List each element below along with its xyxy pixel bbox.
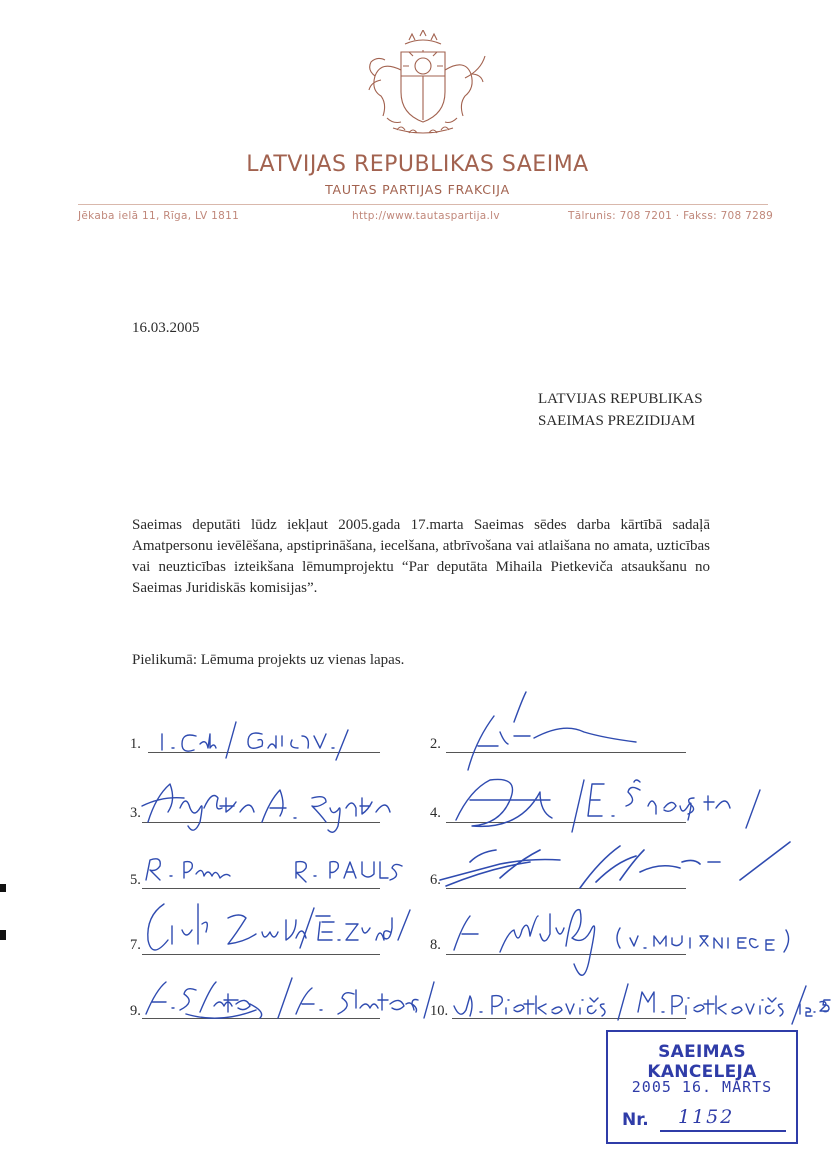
signature-line xyxy=(446,888,686,889)
signature-line xyxy=(142,1018,380,1019)
stamp-number-label: Nr. xyxy=(622,1110,649,1130)
signature-line xyxy=(452,1018,686,1019)
reception-stamp xyxy=(606,1030,798,1144)
signature-number: 2. xyxy=(430,736,441,752)
signature-line xyxy=(142,822,380,823)
signature-number: 9. xyxy=(130,1003,141,1019)
signature-line xyxy=(148,752,380,753)
signature-line xyxy=(142,954,380,955)
scan-artifact xyxy=(0,884,6,892)
signature-number: 10. xyxy=(430,1003,449,1019)
signature-ink-1 xyxy=(162,722,348,760)
signature-number: 5. xyxy=(130,872,141,888)
signature-ink-2 xyxy=(468,692,636,770)
attachment-note: Pielikumā: Lēmuma projekts uz vienas lapas. xyxy=(132,652,405,668)
recipient-block xyxy=(538,388,703,432)
signature-number: 3. xyxy=(130,805,141,821)
signature-line xyxy=(446,822,686,823)
signature-line xyxy=(446,752,686,753)
stamp-number-line xyxy=(660,1130,786,1132)
header-phone-fax: Tālrunis: 708 7201 · Fakss: 708 7289 xyxy=(568,210,774,222)
signature-number: 4. xyxy=(430,805,441,821)
signature-line xyxy=(446,954,686,955)
org-title: LATVIJAS REPUBLIKAS SAEIMA xyxy=(246,152,589,177)
signature-ink-3 xyxy=(142,784,390,832)
signature-ink-7 xyxy=(148,904,410,950)
body-paragraph: Saeimas deputāti lūdz iekļaut 2005.gada 17.marta Saeimas sēdes darba kārtībā sadaļā Amatpersonu ievēlēšana, apstiprināšana, iecelšana, atbrīvošana vai atlaišana no amata, uzticības vai neuzticības izteikšana lēmumprojektu “Par deputāta Mihaila Pietkeviča atsaukšanu no Saeimas Juridiskās komisijas”. xyxy=(132,517,710,596)
signature-ink-4 xyxy=(456,779,760,832)
recipient-line-2: SAEIMAS PREZIDIJAM xyxy=(538,413,696,429)
header-divider xyxy=(78,204,768,205)
signature-number: 6. xyxy=(430,872,441,888)
signature-ink-9 xyxy=(146,978,434,1018)
header-address: Jēkaba ielā 11, Rīga, LV 1811 xyxy=(78,210,240,222)
signature-line xyxy=(142,888,380,889)
signature-ink-8 xyxy=(454,910,789,976)
signature-ink-6 xyxy=(440,842,790,888)
stamp-date: 2005 16. MARTS xyxy=(631,1078,773,1096)
letter-date: 16.03.2005 xyxy=(132,320,200,336)
scan-artifact xyxy=(0,930,6,940)
faction-name: TAUTAS PARTIJAS FRAKCIJA xyxy=(325,182,510,197)
coat-of-arms-icon xyxy=(357,30,489,138)
stamp-title: SAEIMAS KANCELEJA xyxy=(647,1042,757,1082)
header-website: http://www.tautaspartija.lv xyxy=(352,210,500,222)
signature-number: 1. xyxy=(130,736,141,752)
signature-number: 7. xyxy=(130,937,141,953)
recipient-line-1: LATVIJAS REPUBLIKAS xyxy=(538,391,703,407)
stamp-number-value: 1152 xyxy=(678,1106,735,1128)
signature-ink-5 xyxy=(146,859,402,882)
signature-number: 8. xyxy=(430,937,441,953)
